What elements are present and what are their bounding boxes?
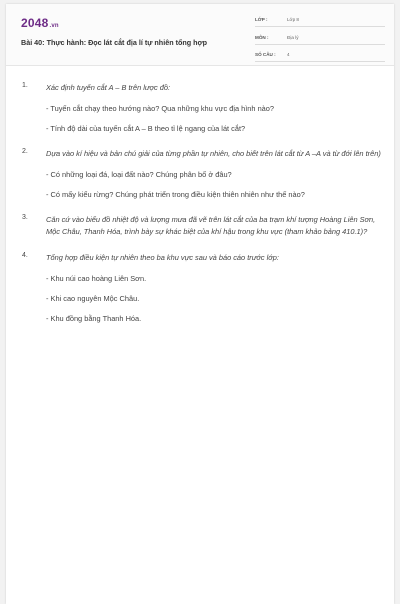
- question-number: 3.: [22, 214, 28, 221]
- question-1: [22, 82, 382, 134]
- lesson-meta: [255, 16, 385, 69]
- meta-row-class: [255, 16, 385, 27]
- meta-label-question-count: SỐ CÂU :: [255, 52, 276, 57]
- question-text: Căn cứ vào biểu đồ nhiệt độ và lượng mưa đã vẽ trên lát cắt của ba trạm khí tượng Hoàng Liên Sơn, Mộc Châu, Thanh Hóa, trình bày sự khác biệt của khí hậu trong khu vực (tham khảo bảng 410.1)?: [46, 215, 376, 236]
- meta-label-class: LỚP :: [255, 17, 268, 22]
- question-text: Xác định tuyến cắt A – B trên lược đồ:: [46, 83, 171, 92]
- meta-value-subject: Địa lý: [287, 34, 299, 40]
- meta-label-subject: MÔN :: [255, 34, 269, 40]
- question-sub-item: - Tính độ dài của tuyến cắt A – B theo tỉ lệ ngang của lát cắt?: [46, 124, 246, 133]
- site-logo[interactable]: [21, 16, 59, 30]
- meta-value-question-count: 4: [287, 52, 290, 57]
- logo-tld: .vn: [49, 23, 59, 29]
- worksheet-header: [6, 4, 394, 66]
- question-sub-item: - Tuyến cắt chạy theo hướng nào? Qua những khu vực địa hình nào?: [46, 104, 275, 113]
- question-sub-item: - Khi cao nguyên Mộc Châu.: [46, 294, 140, 303]
- logo-brand: 2048: [21, 16, 49, 30]
- question-number: 1.: [22, 82, 28, 89]
- question-sub-item: - Khu núi cao hoàng Liên Sơn.: [46, 274, 147, 283]
- question-2: [22, 148, 382, 200]
- question-text: Dựa vào kí hiệu và bản chú giải của từng phần tự nhiên, cho biết trên lát cắt từ A –A và từ đới lên trên): [46, 149, 381, 158]
- question-number: 4.: [22, 252, 28, 259]
- question-sub-item: - Khu đồng bằng Thanh Hóa.: [46, 314, 142, 323]
- lesson-title: Bài 40: Thực hành: Đọc lát cắt địa lí tự nhiên tổng hợp: [21, 38, 208, 47]
- question-list: [22, 82, 382, 338]
- question-text: Tổng hợp điều kiện tự nhiên theo ba khu vực sau và báo cáo trước lớp:: [46, 253, 279, 262]
- question-sub-item: - Có những loại đá, loại đất nào? Chúng phân bố ở đâu?: [46, 170, 232, 179]
- question-number: 2.: [22, 148, 28, 155]
- question-sub-item: - Có mấy kiểu rừng? Chúng phát triển trong điều kiện thiên nhiên như thế nào?: [46, 190, 305, 199]
- worksheet-page: [6, 4, 394, 604]
- question-3: [22, 214, 382, 238]
- meta-row-question-count: [255, 51, 385, 62]
- meta-row-subject: [255, 34, 385, 45]
- meta-value-class: Lớp 8: [287, 17, 299, 22]
- question-4: [22, 252, 382, 324]
